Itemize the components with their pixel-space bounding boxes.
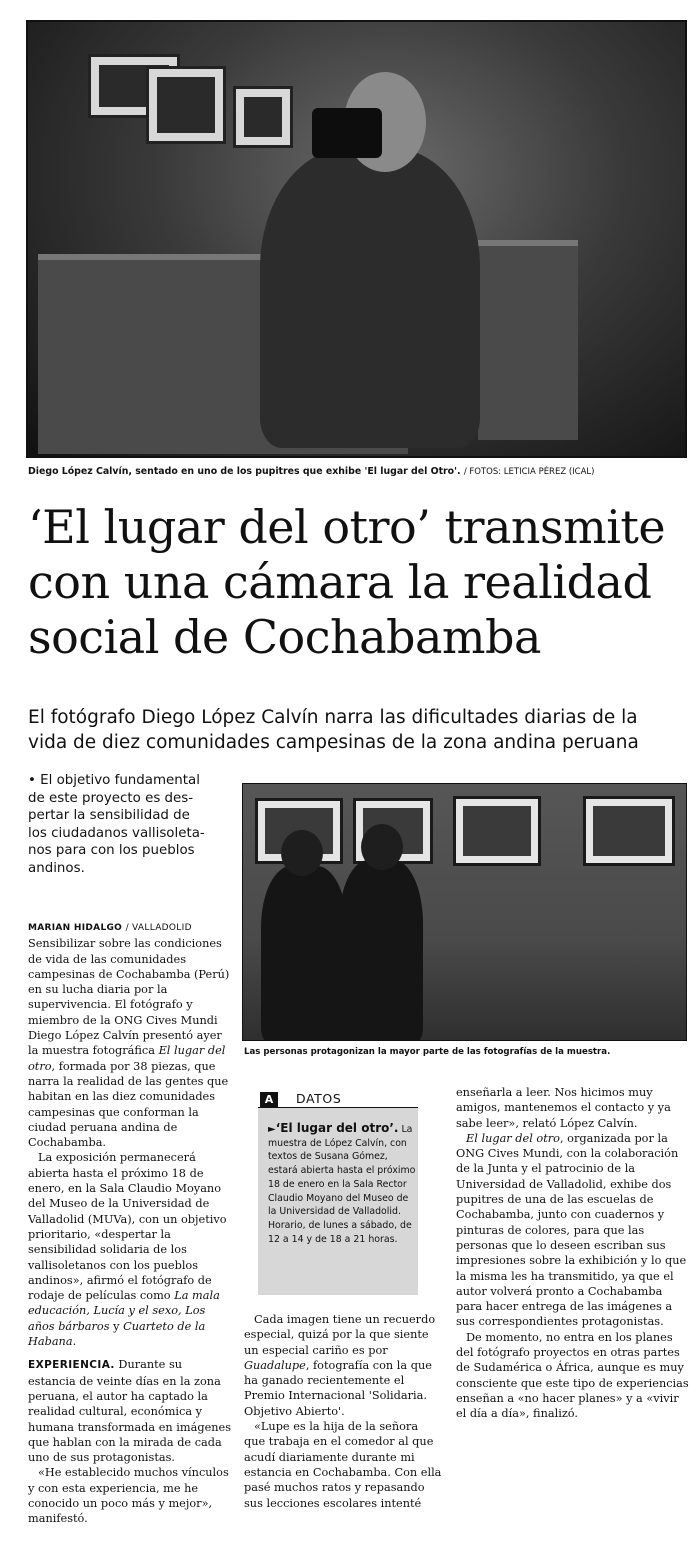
framed-photo: [146, 66, 226, 144]
photo-credit: / FOTOS: LETICIA PÉREZ (ICAL): [463, 467, 595, 477]
datos-title: ‘El lugar del otro’.: [275, 1121, 399, 1135]
byline: [28, 921, 233, 936]
paragraph-text: , formada por 38 piezas, que narra la realidad de las gentes que habitan en las diez comunidades campesinas que conforman la ciudad peruana andina de Cochabamba.: [28, 1059, 229, 1150]
headline-line: ‘El lugar del otro’ transmite: [28, 500, 666, 554]
byline-place: / VALLADOLID: [125, 923, 192, 933]
visitor: [261, 866, 347, 1041]
lead-line: andinos.: [28, 860, 85, 876]
paragraph-text: Durante su estancia de veinte días en la zona peruana, el autor ha captado la realidad cultural, económica y humana transformada en imágenes que hablan con la mirada de cada uno de sus protagonistas.: [28, 1358, 232, 1465]
film-title: Cuarteto de la Habana: [28, 1319, 206, 1349]
paragraph-text: , organizada por la ONG Cives Mundi, con la colaboración de la Junta y el patrocinio de la Universidad de Valladolid, exhibe dos pupitres de una de las escuelas de Cochabamba, junto con cuadernos y pinturas de colores, para que las personas que lo deseen escriban sus impresiones sobre la exhibición y lo que la misma les ha transmitido, ya que el autor volverá pronto a Cochabamba para hacer entrega de las imágenes a sus correspondientes protagonistas.: [456, 1131, 687, 1329]
photo-title: Guadalupe: [244, 1358, 306, 1372]
bullet-icon: •: [28, 773, 36, 788]
exhibition-title: El lugar del otro: [28, 1044, 226, 1073]
subheadline: [28, 705, 688, 755]
paragraph: enseñarla a leer. Nos hicimos muy amigos, mantenemos el contacto y ya sabe leer», relató López Calvín.: [456, 1086, 671, 1130]
paragraph: De momento, no entra en los planes del fotógrafo proyectos en otras partes de Sudamérica o África, aunque es muy consciente que este tipo de experiencias enseñan a «no hacer planes» y a «vivir el día a día», finalizó.: [456, 1330, 689, 1421]
framed-photo: [233, 86, 293, 148]
caption-text: Diego López Calvín, sentado en uno de los pupitres que exhibe 'El lugar del Otro'.: [28, 466, 461, 477]
subheadline-line: El fotógrafo Diego López Calvín narra las dificultades diarias de la: [28, 707, 638, 728]
article-column-2: [244, 1312, 442, 1511]
lead-summary: [28, 772, 234, 878]
headline: [28, 500, 688, 665]
paragraph: «He establecido muchos vínculos y con esta experiencia, me he conocido un poco más y mejor», manifestó.: [28, 1466, 229, 1526]
datos-box: [258, 1090, 418, 1295]
paragraph: [28, 1150, 233, 1349]
arrow-icon: ►: [268, 1124, 276, 1135]
paragraph-text: , fotografía con la que ha ganado recientemente el Premio Internacional 'Solidaria. Objetivo Abierto'.: [244, 1358, 432, 1418]
photographer: [260, 148, 480, 448]
lead-line: El objetivo fundamental: [40, 773, 200, 788]
datos-label: DATOS: [296, 1091, 342, 1106]
paragraph: [456, 1131, 689, 1330]
lead-line: nos para con los pueblos: [28, 843, 195, 859]
framed-photo: [453, 796, 541, 866]
paragraph-text: Cada imagen tiene un recuerdo especial, quizá por la que siente un especial cariño es por: [244, 1313, 436, 1357]
framed-photo: [583, 796, 675, 866]
camera: [312, 108, 382, 158]
paragraph: [28, 936, 233, 1150]
main-photo: [26, 20, 687, 458]
film-titles: La mala educación, Lucía y el sexo, Los años bárbaros: [28, 1289, 220, 1333]
section-kicker: EXPERIENCIA.: [28, 1359, 115, 1372]
paragraph: [28, 1357, 233, 1465]
subheadline-line: vida de diez comunidades campesinas de la zona andina peruana: [28, 732, 639, 753]
visitor-head: [361, 824, 403, 870]
paragraph-text: Sensibilizar sobre las condiciones de vida de las comunidades campesinas de Cochabamba (Perú) en su lucha diaria por la supervivencia. El fotógrafo y miembro de la ONG Cives Mundi Diego López Calvín presentó ayer la muestra fotográfica: [28, 937, 230, 1058]
paragraph: «Lupe es la hija de la señora que trabaja en el comedor al que acudí diariamente durante mi estancia en Cochabamba. Con ella pasé muchos ratos y repasando sus lecciones escolares intenté: [244, 1420, 442, 1510]
headline-line: con una cámara la realidad: [28, 555, 652, 609]
article-column-3: [456, 1085, 689, 1422]
school-desk: [478, 240, 578, 440]
datos-header: [258, 1090, 418, 1108]
datos-body: [268, 1122, 418, 1246]
exhibition-photo: [242, 783, 687, 1041]
headline-line: social de Cochabamba: [28, 610, 541, 664]
datos-text: La muestra de López Calvín, con textos de Susana Gómez, estará abierta hasta el próximo 18 de enero en la Sala Rector Claudio Moyano del Museo de la Universidad de Valladolid. Horario, de lunes a sábado, de 12 a 14 y de 18 a 21 horas.: [268, 1124, 416, 1245]
article-column-1: [28, 921, 233, 1527]
exhibition-photo-caption: Las personas protagonizan la mayor parte de las fotografías de la muestra.: [244, 1047, 611, 1057]
visitor-head: [281, 830, 323, 876]
lead-line: pertar la sensibilidad de: [28, 808, 190, 824]
lead-line: de este proyecto es des-: [28, 790, 194, 806]
paragraph-text: y: [109, 1319, 124, 1333]
visitor: [339, 860, 423, 1041]
paragraph-text: La exposición permanecerá abierta hasta el próximo 18 de enero, en la Sala Claudio Moyano del Museo de la Universidad de Valladolid (MUVa), con un objetivo prioritario, «despertar la sensibilidad solidaria de los vallisoletanos con los pueblos andinos», afirmó el fotógrafo de rodaje de películas como: [28, 1151, 227, 1303]
byline-author: MARIAN HIDALGO: [28, 923, 123, 933]
paragraph: [244, 1312, 442, 1419]
paragraph-text: .: [72, 1335, 77, 1349]
exhibition-title: El lugar del otro: [466, 1131, 560, 1145]
lead-line: los ciudadanos vallisoleta-: [28, 825, 205, 841]
datos-icon: A: [260, 1092, 278, 1108]
main-photo-caption: [28, 466, 688, 477]
